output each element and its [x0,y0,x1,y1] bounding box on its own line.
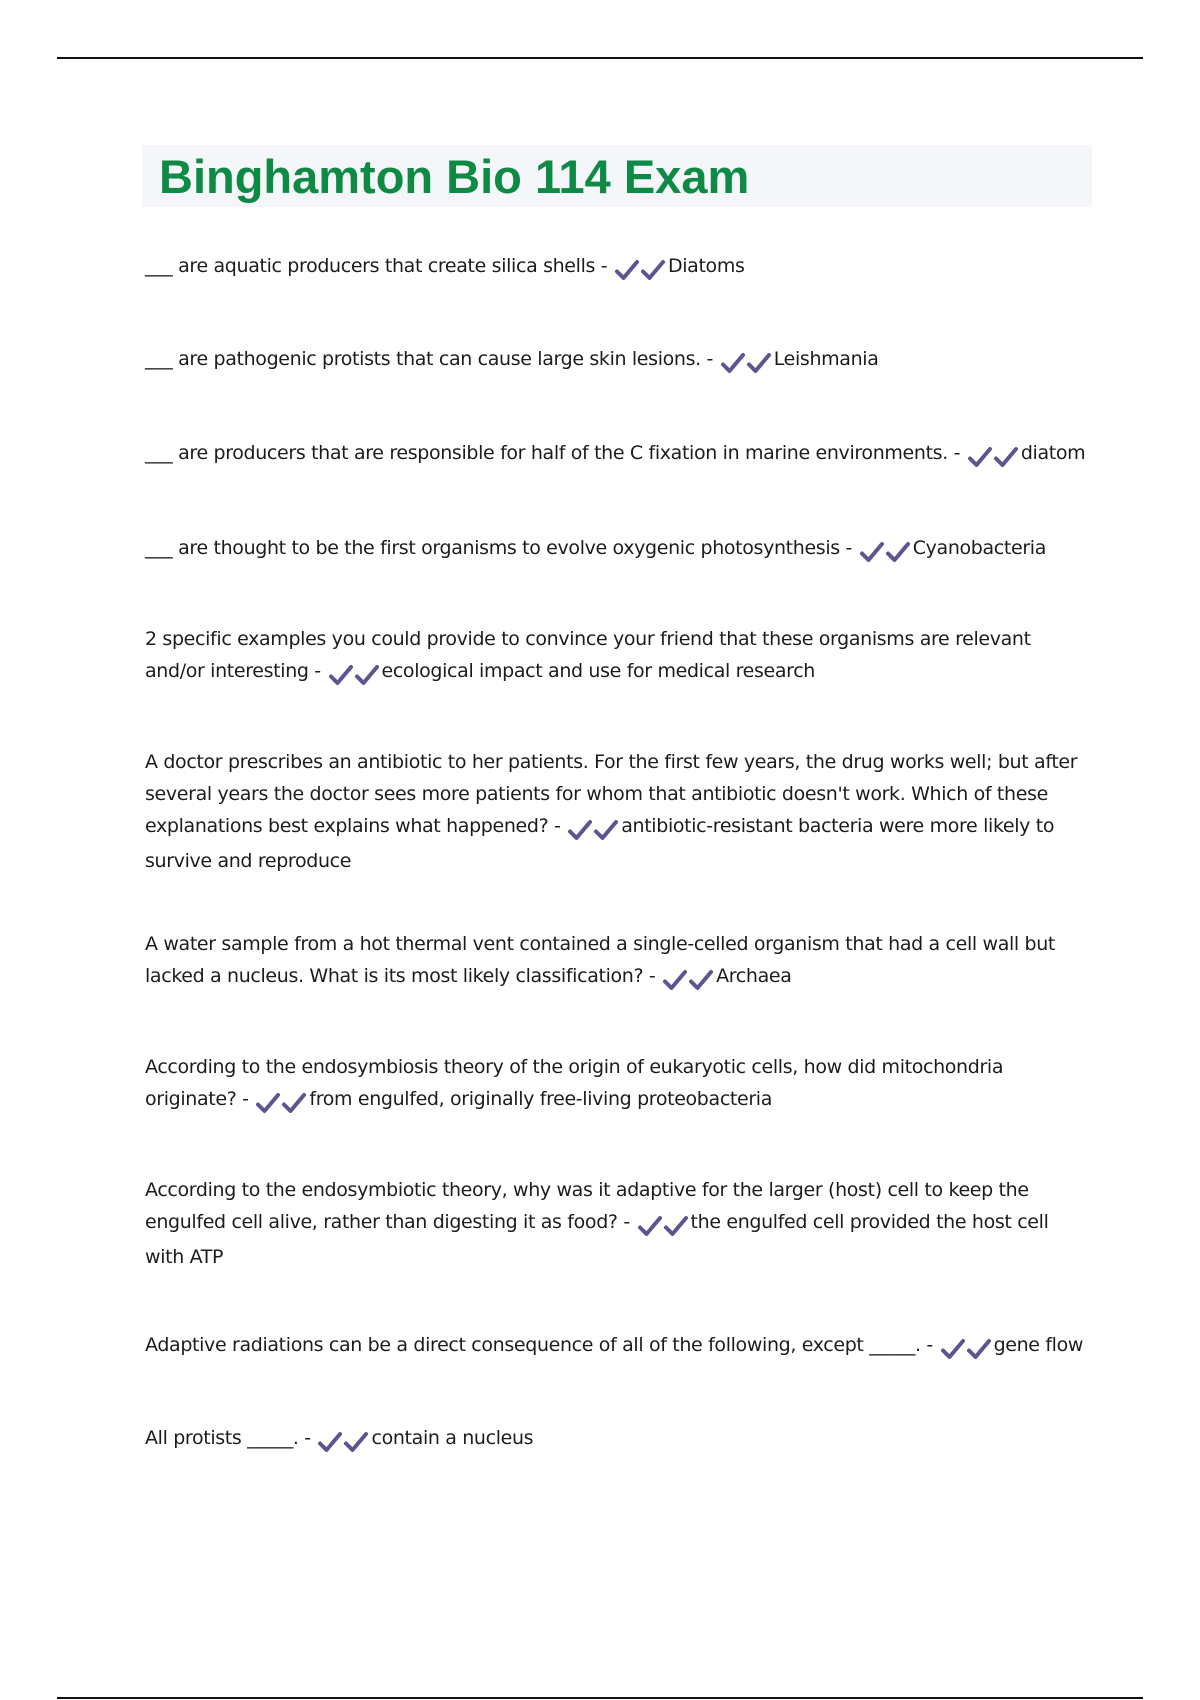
qa-item-6 [145,746,1090,877]
qa-item-8 [145,1051,1090,1118]
double-check-icon [255,1086,307,1118]
check-icon [640,258,666,282]
check-icon [637,1214,663,1238]
title-banner [142,145,1092,207]
double-check-icon [567,813,619,845]
check-icon [593,818,619,842]
separator: - [617,1211,636,1233]
check-icon [614,258,640,282]
separator: - [236,1088,255,1110]
qa-item-7 [145,928,1090,995]
question-text: Adaptive radiations can be a direct consequence of all of the following, except _____. [145,1334,921,1356]
check-icon [328,663,354,687]
double-check-icon [720,346,772,378]
check-icon [967,445,993,469]
double-check-icon [328,658,380,690]
separator: - [920,1334,939,1356]
check-icon [940,1337,966,1361]
separator: - [643,965,662,987]
bottom-rule [57,1697,1143,1699]
answer-text: from engulfed, originally free-living proteobacteria [309,1088,773,1110]
double-check-icon [940,1332,992,1364]
separator: - [548,815,567,837]
double-check-icon [317,1425,369,1457]
answer-text: antibiotic-resistant bacteria were more likely to survive and reproduce [145,815,1055,872]
answer-text: ecological impact and use for medical research [381,660,815,682]
answer-text: Diatoms [667,255,745,277]
question-text: According to the endosymbiosis theory of the origin of eukaryotic cells, how did mitochondria originate? [145,1056,1004,1110]
qa-item-4 [145,532,1090,567]
question-text: ___ are producers that are responsible for half of the C fixation in marine environments. [145,442,948,464]
question-text: ___ are thought to be the first organisms to evolve oxygenic photosynthesis [145,537,840,559]
qa-item-5 [145,623,1090,690]
check-icon [663,1214,689,1238]
answer-text: gene flow [993,1334,1084,1356]
question-text: ___ are pathogenic protists that can cause large skin lesions. [145,348,701,370]
check-icon [885,540,911,564]
separator: - [595,255,613,277]
question-text: A water sample from a hot thermal vent contained a single-celled organism that had a cell wall but lacked a nucleus. What is its most likely classification? [145,933,1056,987]
question-text: ___ are aquatic producers that create silica shells [145,255,596,277]
page-title: Binghamton Bio 114 Exam [159,150,750,203]
double-check-icon [859,535,911,567]
answer-text: the engulfed cell provided the host cell with ATP [145,1211,1049,1268]
top-rule [57,57,1143,59]
separator: - [298,1427,317,1449]
qa-item-10 [145,1329,1090,1364]
double-check-icon [614,253,666,285]
check-icon [343,1430,369,1454]
qa-item-11 [145,1422,1090,1457]
qa-item-1 [145,250,1090,285]
answer-text: Archaea [716,965,792,987]
double-check-icon [637,1209,689,1241]
question-text: According to the endosymbiotic theory, why was it adaptive for the larger (host) cell to keep the engulfed cell alive, rather than digesting it as food? [145,1179,1029,1233]
qa-item-3 [145,437,1090,472]
answer-text: Cyanobacteria [912,537,1047,559]
question-text: 2 specific examples you could provide to convince your friend that these organisms are relevant and/or interesting [145,628,1031,682]
check-icon [993,445,1019,469]
question-text: A doctor prescribes an antibiotic to her patients. For the first few years, the drug works well; but after several years the doctor sees more patients for whom that antibiotic doesn't work. Which of these explanations best explains what happened? [145,751,1078,837]
separator: - [700,348,719,370]
check-icon [720,351,746,375]
check-icon [281,1091,307,1115]
double-check-icon [967,440,1019,472]
double-check-icon [662,963,714,995]
check-icon [317,1430,343,1454]
check-icon [966,1337,992,1361]
check-icon [255,1091,281,1115]
check-icon [567,818,593,842]
check-icon [859,540,885,564]
qa-item-9 [145,1174,1090,1273]
check-icon [688,968,714,992]
answer-text: contain a nucleus [371,1427,534,1449]
answer-text: diatom [1020,442,1086,464]
qa-item-2 [145,343,1090,378]
separator: - [947,442,966,464]
check-icon [354,663,380,687]
question-text: All protists _____. [145,1427,299,1449]
answer-text: Leishmania [773,348,879,370]
separator: - [839,537,858,559]
separator: - [308,660,327,682]
check-icon [662,968,688,992]
check-icon [746,351,772,375]
